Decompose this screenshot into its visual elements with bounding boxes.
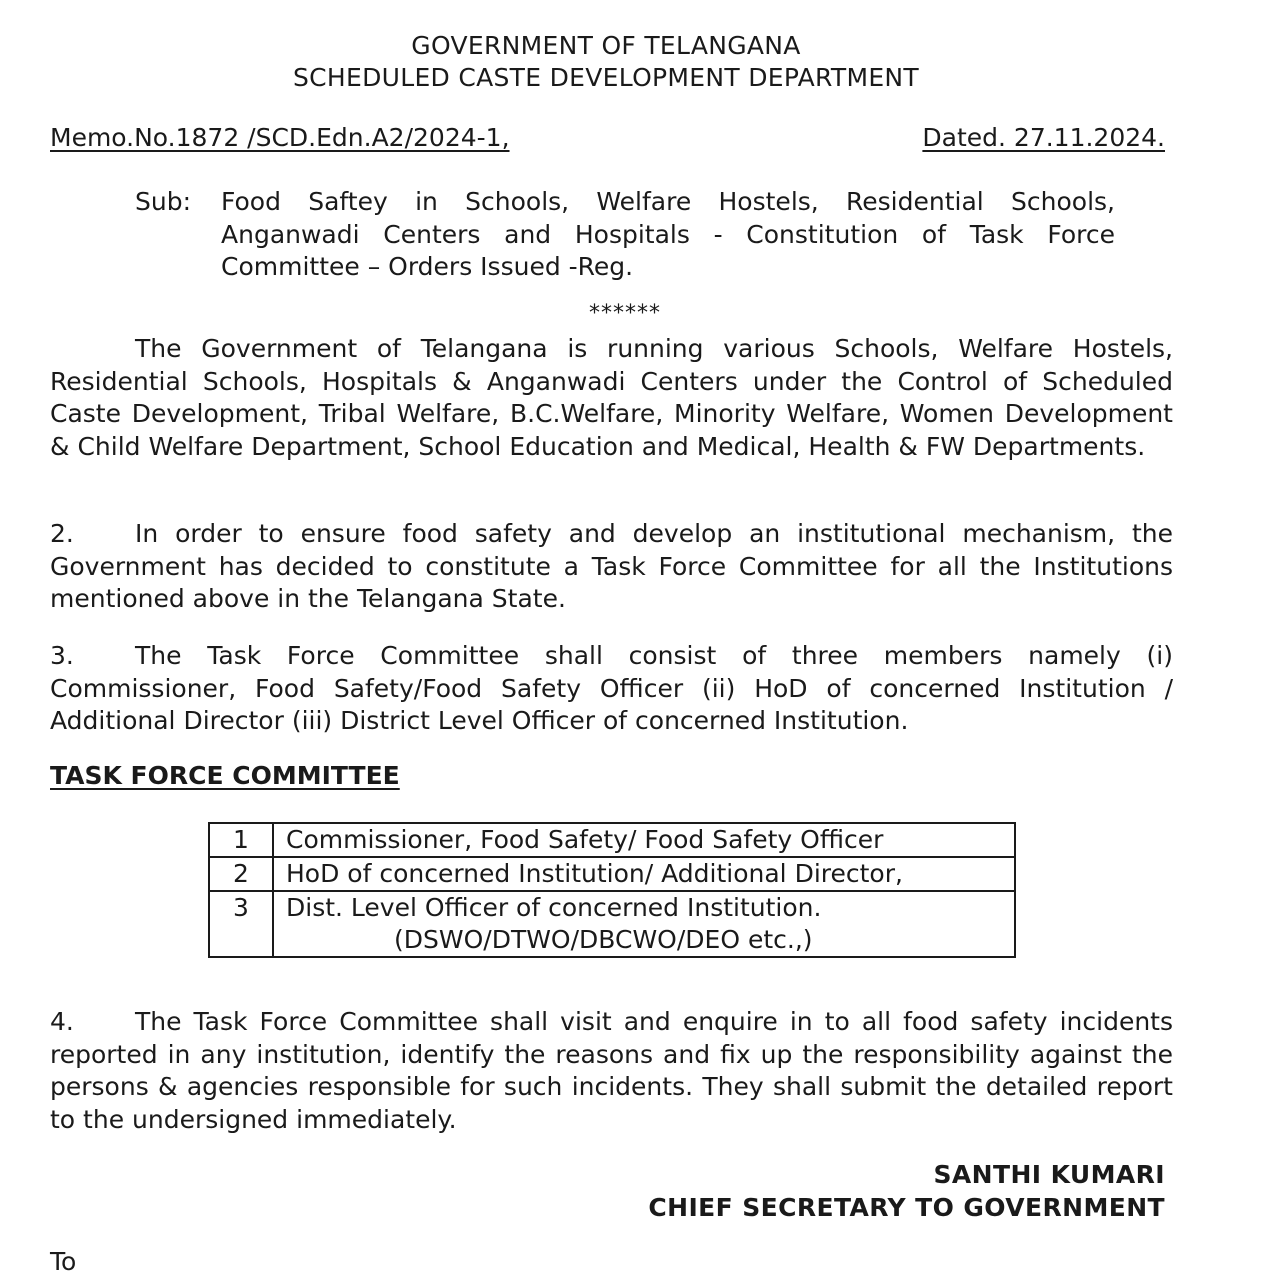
paragraph-number: 4. xyxy=(50,1007,74,1036)
paragraph-4-text: The Task Force Committee shall visit and enquire in to all food safety incidents reported in any institution, identify the reasons and fix up the responsibility against the persons & agencies responsible for such incidents. They shall submit the detailed report to the undersigned immediately. xyxy=(50,1007,1173,1134)
subject-block xyxy=(135,186,1115,284)
paragraph-2-text: In order to ensure food safety and develop an institutional mechanism, the Government has decided to constitute a Task Force Committee for all the Institutions mentioned above in the Telangana State. xyxy=(50,519,1173,613)
paragraph-3-text: The Task Force Committee shall consist of three members namely (i) Commissioner, Food Safety/Food Safety Officer (ii) HoD of concerned Institution / Additional Director (iii) District Level Officer of concerned Institution. xyxy=(50,641,1173,735)
separator: ****** xyxy=(589,301,661,326)
addressee-label: To xyxy=(50,1247,77,1276)
paragraph-4 xyxy=(50,1006,1173,1136)
signatory-name: SANTHI KUMARI xyxy=(933,1160,1165,1189)
row-member: HoD of concerned Institution/ Additional Director, xyxy=(273,857,1015,891)
row-member: Dist. Level Officer of concerned Institution. xyxy=(286,893,822,922)
table-row xyxy=(209,823,1015,857)
paragraph-2 xyxy=(50,518,1173,616)
signature-block xyxy=(648,1158,1165,1224)
memo-date: Dated. 27.11.2024. xyxy=(922,123,1165,152)
paragraph-3 xyxy=(50,640,1173,738)
letterhead xyxy=(0,30,1212,94)
committee-table xyxy=(208,822,1016,958)
subject-text: Food Saftey in Schools, Welfare Hostels, Residential Schools, Anganwadi Centers and Hospitals - Constitution of Task Force Committee – Orders Issued -Reg. xyxy=(221,187,1115,281)
memo-number: Memo.No.1872 /SCD.Edn.A2/2024-1, xyxy=(50,123,510,152)
memo-reference-row xyxy=(50,122,1165,155)
table-row xyxy=(209,891,1015,957)
row-member: Commissioner, Food Safety/ Food Safety Officer xyxy=(273,823,1015,857)
row-number: 2 xyxy=(209,857,273,891)
table-row xyxy=(209,857,1015,891)
committee-title: TASK FORCE COMMITTEE xyxy=(50,761,400,790)
government-name: GOVERNMENT OF TELANGANA xyxy=(411,31,801,60)
row-number: 1 xyxy=(209,823,273,857)
row-number: 3 xyxy=(209,891,273,957)
subject-label: Sub: xyxy=(135,187,192,216)
paragraph-number: 2. xyxy=(50,519,74,548)
paragraph-1 xyxy=(50,333,1173,463)
department-name: SCHEDULED CASTE DEVELOPMENT DEPARTMENT xyxy=(292,63,920,92)
row-member-cell xyxy=(273,891,1015,957)
paragraph-1-text: The Government of Telangana is running various Schools, Welfare Hostels, Residential Schools, Hospitals & Anganwadi Centers under the Control of Scheduled Caste Development, Tribal Welfare, B.C.Welfare, Minority Welfare, Women Development & Child Welfare Department, School Education and Medical, Health & FW Departments. xyxy=(50,334,1173,461)
paragraph-number: 3. xyxy=(50,641,74,670)
signatory-designation: CHIEF SECRETARY TO GOVERNMENT xyxy=(648,1193,1165,1222)
row-member-detail: (DSWO/DTWO/DBCWO/DEO etc.,) xyxy=(394,925,813,954)
